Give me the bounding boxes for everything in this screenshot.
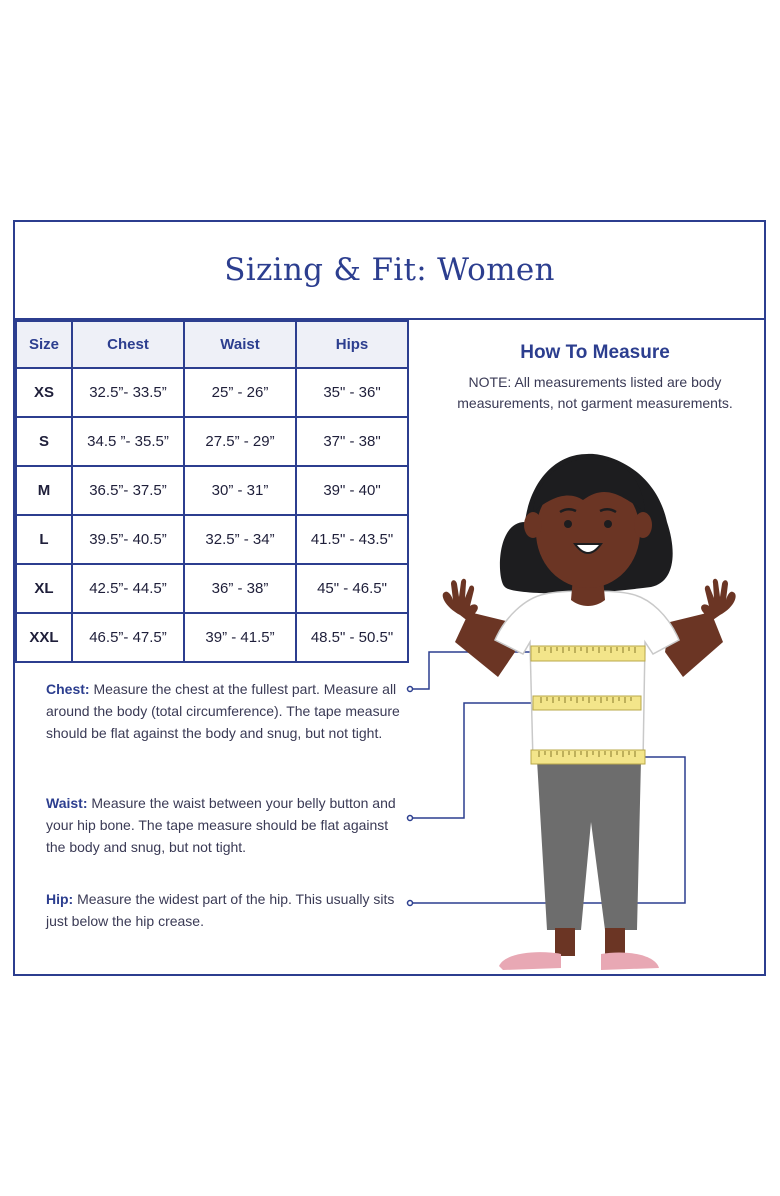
shirt bbox=[495, 591, 679, 762]
chest-cell: 34.5 ”- 35.5” bbox=[72, 417, 184, 466]
waist-cell: 27.5” - 29” bbox=[184, 417, 296, 466]
note-line-2: measurements, not garment measurements. bbox=[457, 395, 733, 411]
right-hand bbox=[701, 579, 736, 622]
left-shoe bbox=[499, 952, 561, 970]
chest-cell: 36.5”- 37.5” bbox=[72, 466, 184, 515]
size-cell: XS bbox=[16, 368, 72, 417]
chest-cell: 46.5”- 47.5” bbox=[72, 613, 184, 662]
hips-cell: 37" - 38" bbox=[296, 417, 408, 466]
header-waist: Waist bbox=[184, 321, 296, 368]
right-eye bbox=[604, 520, 612, 528]
chest-text: Measure the chest at the fullest part. Measure all around the body (total circumference). The tape measure should be flat against the body and snug, but not tight. bbox=[46, 681, 400, 741]
left-ear bbox=[524, 512, 542, 538]
hips-cell: 39" - 40" bbox=[296, 466, 408, 515]
waist-cell: 30” - 31” bbox=[184, 466, 296, 515]
size-cell: L bbox=[16, 515, 72, 564]
hip-label: Hip: bbox=[46, 891, 74, 907]
chest-cell: 39.5”- 40.5” bbox=[72, 515, 184, 564]
size-cell: S bbox=[16, 417, 72, 466]
note-line-1: NOTE: All measurements listed are body bbox=[468, 374, 722, 390]
page-title: Sizing & Fit: Women bbox=[224, 252, 555, 288]
right-ear bbox=[634, 512, 652, 538]
size-cell: M bbox=[16, 466, 72, 515]
woman-figure-illustration bbox=[15, 222, 764, 974]
waist-text: Measure the waist between your belly button and your hip bone. The tape measure should be flat against the body and snug, but not tight. bbox=[46, 795, 396, 855]
size-cell: XL bbox=[16, 564, 72, 613]
hip-text: Measure the widest part of the hip. This usually sits just below the hip crease. bbox=[46, 891, 395, 929]
right-shoe bbox=[601, 953, 659, 970]
waist-cell: 36” - 38” bbox=[184, 564, 296, 613]
header-chest: Chest bbox=[72, 321, 184, 368]
right-ankle bbox=[605, 928, 625, 956]
hips-cell: 41.5" - 43.5" bbox=[296, 515, 408, 564]
header-size: Size bbox=[16, 321, 72, 368]
pants bbox=[537, 760, 641, 930]
size-cell: XXL bbox=[16, 613, 72, 662]
left-ankle bbox=[555, 928, 575, 956]
right-arm bbox=[665, 612, 723, 677]
hips-cell: 48.5" - 50.5" bbox=[296, 613, 408, 662]
left-eye bbox=[564, 520, 572, 528]
chest-cell: 42.5”- 44.5” bbox=[72, 564, 184, 613]
waist-cell: 25” - 26” bbox=[184, 368, 296, 417]
hips-cell: 45" - 46.5" bbox=[296, 564, 408, 613]
chest-cell: 32.5”- 33.5” bbox=[72, 368, 184, 417]
hips-cell: 35" - 36" bbox=[296, 368, 408, 417]
header-hips: Hips bbox=[296, 321, 408, 368]
size-chart-card bbox=[13, 220, 766, 976]
how-to-measure-heading: How To Measure bbox=[520, 342, 670, 363]
waist-cell: 32.5” - 34” bbox=[184, 515, 296, 564]
waist-label: Waist: bbox=[46, 795, 88, 811]
chest-label: Chest: bbox=[46, 681, 90, 697]
waist-cell: 39” - 41.5” bbox=[184, 613, 296, 662]
left-hand bbox=[443, 579, 478, 622]
